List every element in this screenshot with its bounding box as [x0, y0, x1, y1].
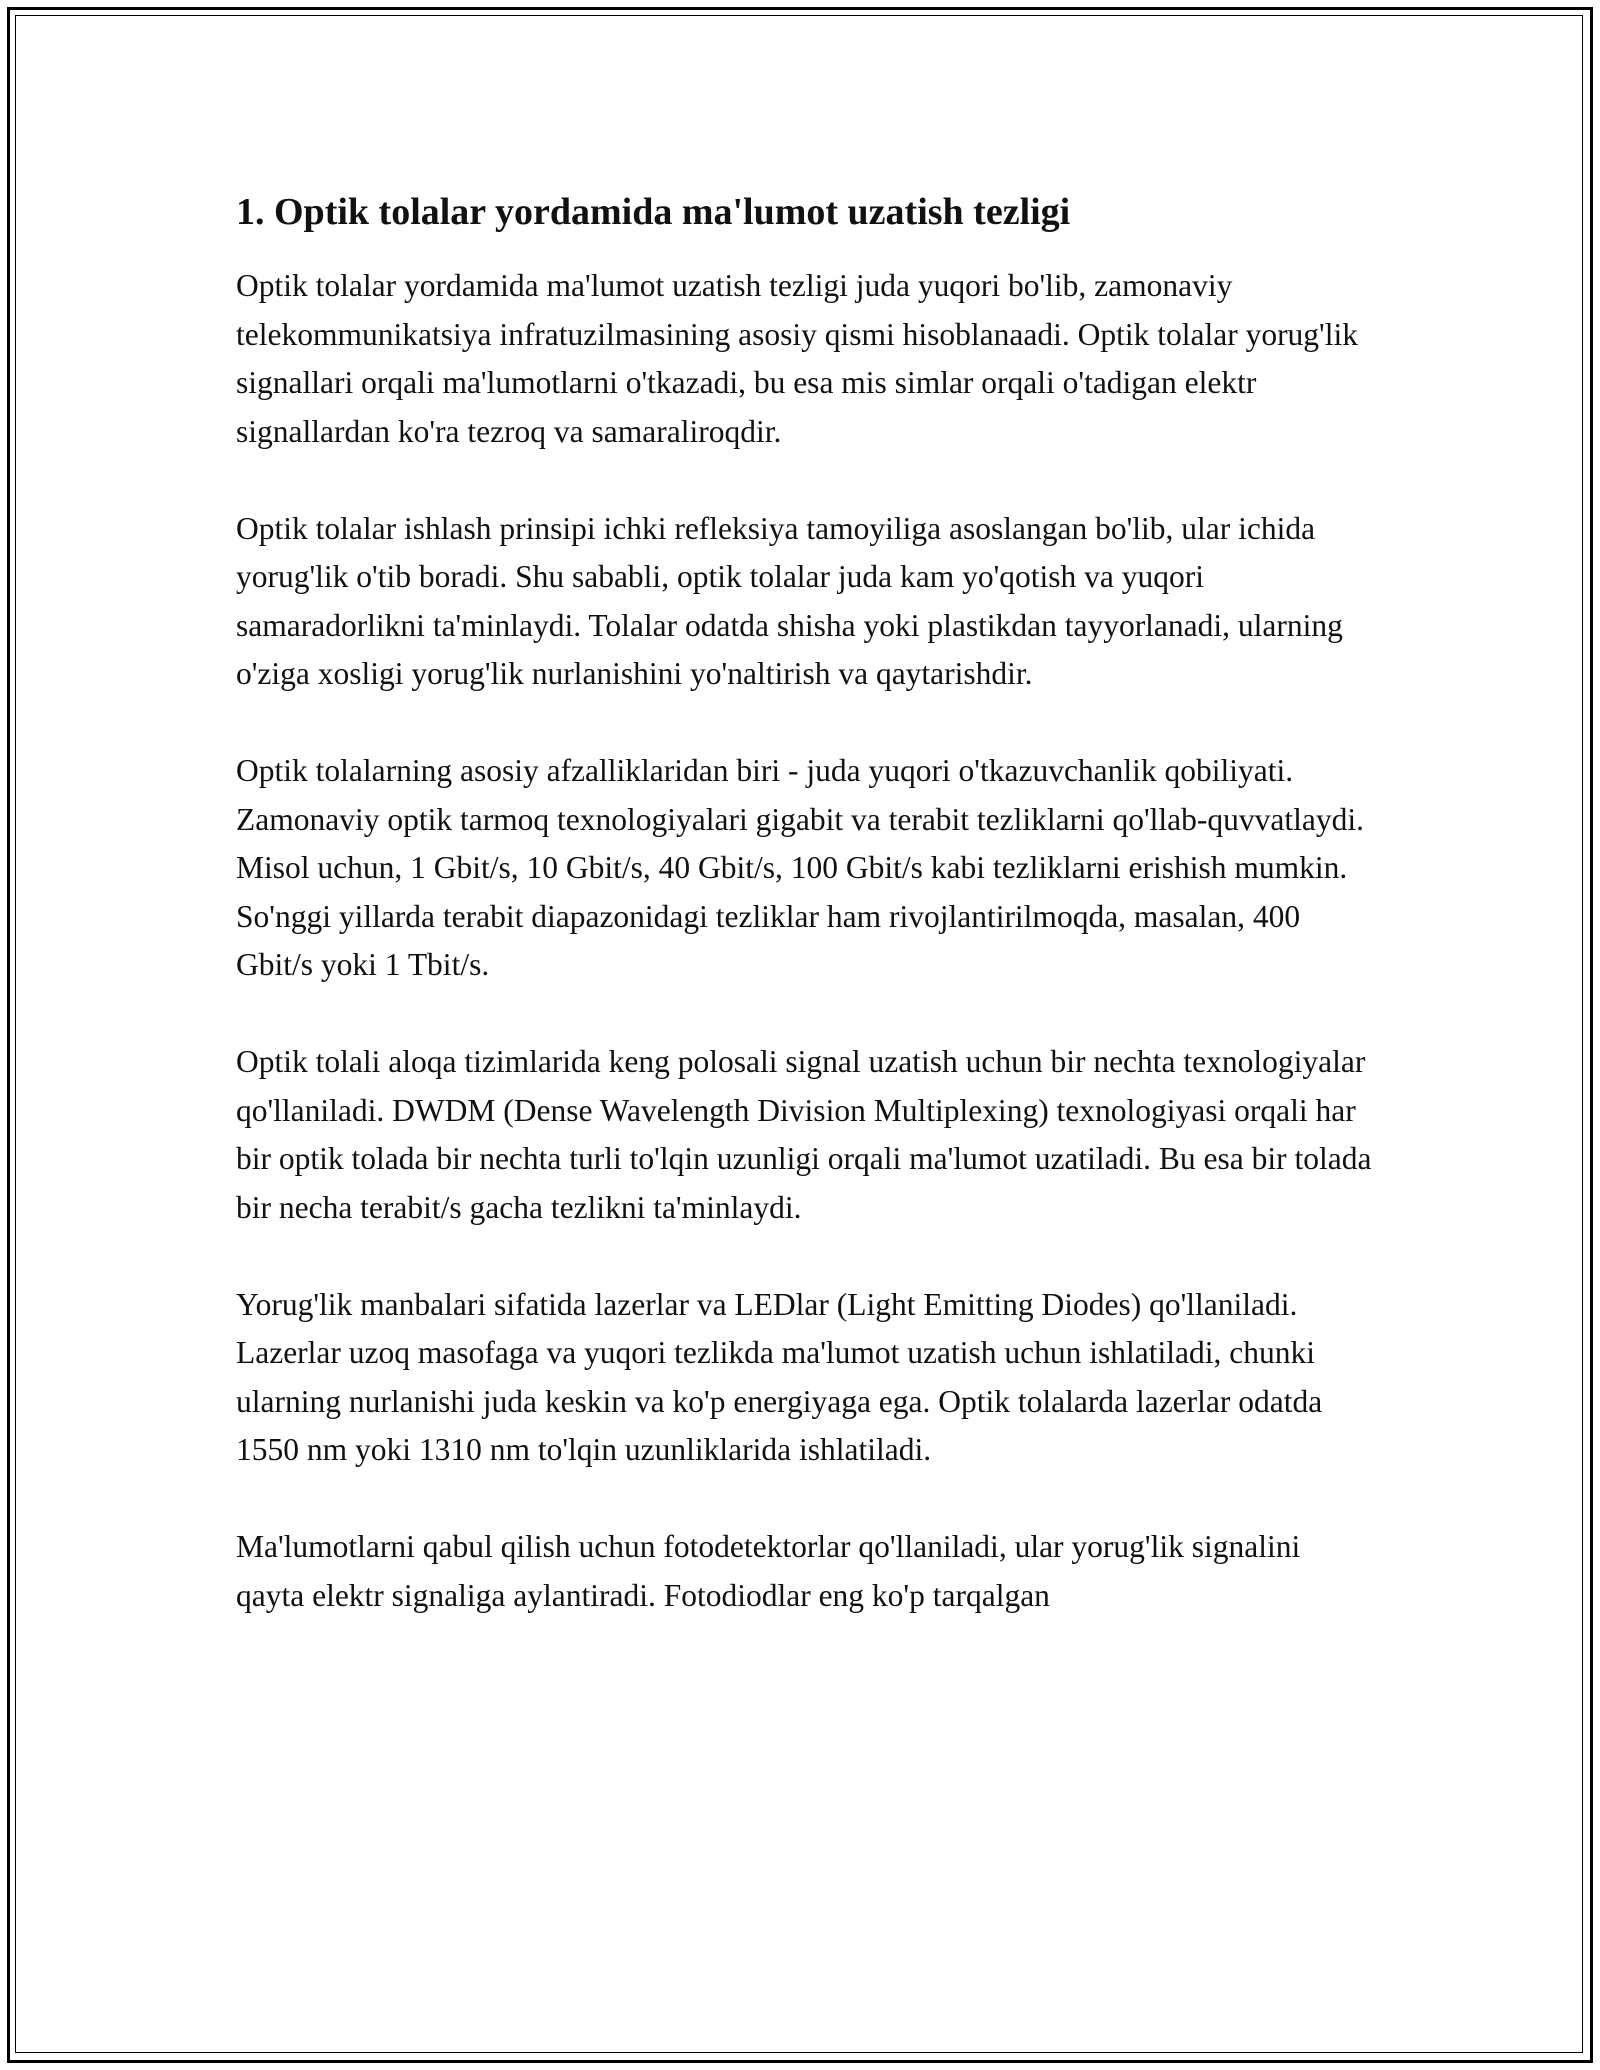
- paragraph-5: Yorug'lik manbalari sifatida lazerlar va LEDlar (Light Emitting Diodes) qo'llaniladi. Lazerlar uzoq masofaga va yuqori tezlikda ma'lumot uzatish uchun ishlatiladi, chunki ularning nurlanishi juda keskin va ko'p energiyaga ega. Optik tolalarda lazerlar odatda 1550 nm yoki 1310 nm to'lqin uzunliklarida ishlatiladi.: [236, 1286, 1323, 1467]
- paragraph-1: Optik tolalar yordamida ma'lumot uzatish tezligi juda yuqori bo'lib, zamonaviy telekommunikatsiya infratuzilmasining asosiy qismi hisoblanaadi. Optik tolalar yorug'lik signallari orqali ma'lumotlarni o'tkazadi, bu esa mis simlar orqali o'tadigan elektr signallardan ko'ra tezroq va samaraliroqdir.: [236, 268, 1358, 449]
- document-body: [236, 186, 1376, 1669]
- paragraph-2: Optik tolalar ishlash prinsipi ichki refleksiya tamoyiliga asoslangan bo'lib, ular ichida yorug'lik o'tib boradi. Shu sababli, optik tolalar juda kam yo'qotish va yuqori samaradorlikni ta'minlaydi. Tolalar odatda shisha yoki plastikdan tayyorlanadi, ularning o'ziga xosligi yorug'lik nurlanishini yo'naltirish va qaytarishdir.: [236, 510, 1343, 691]
- section-heading: 1. Optik tolalar yordamida ma'lumot uzatish tezligi: [236, 191, 1071, 233]
- paragraph-6: Ma'lumotlarni qabul qilish uchun fotodetektorlar qo'llaniladi, ular yorug'lik signalini qayta elektr signaliga aylantiradi. Fotodiodlar eng ko'p tarqalgan: [236, 1529, 1301, 1613]
- paragraph-4: Optik tolali aloqa tizimlarida keng polosali signal uzatish uchun bir nechta texnologiyalar qo'llaniladi. DWDM (Dense Wavelength Division Multiplexing) texnologiyasi orqali har bir optik tolada bir nechta turli to'lqin uzunligi orqali ma'lumot uzatiladi. Bu esa bir tolada bir necha terabit/s gacha tezlikni ta'minlaydi.: [236, 1044, 1372, 1225]
- paragraph-3: Optik tolalarning asosiy afzalliklaridan biri - juda yuqori o'tkazuvchanlik qobiliyati. Zamonaviy optik tarmoq texnologiyalari gigabit va terabit tezliklarni qo'llab-quvvatlaydi. Misol uchun, 1 Gbit/s, 10 Gbit/s, 40 Gbit/s, 100 Gbit/s kabi tezliklarni erishish mumkin. So'nggi yillarda terabit diapazonidagi tezliklar ham rivojlantirilmoqda, masalan, 400 Gbit/s yoki 1 Tbit/s.: [236, 753, 1364, 982]
